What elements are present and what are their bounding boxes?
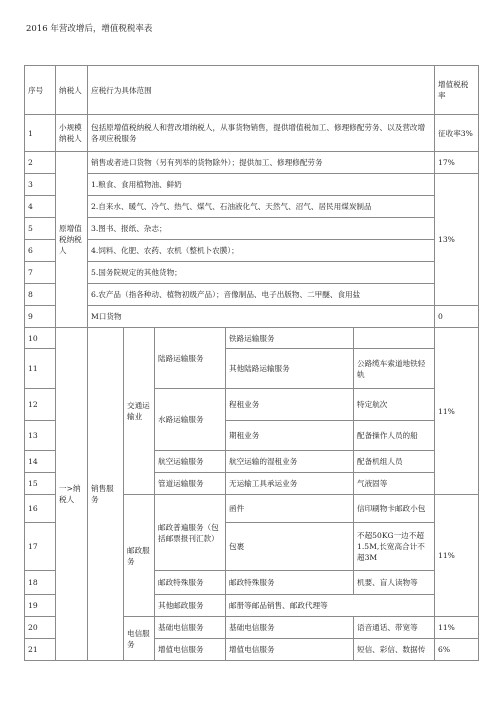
item-cell: 无运输工具承运业务: [226, 473, 354, 495]
scope-cell: 包括原增值税纳税人和营改增纳税人，从事货物销售，提供增值税加工、修理修配劳务、以及营改增各项应税服务: [88, 115, 435, 152]
scope-cell: 2.自来水、暖气、冷气、热气、煤气、石油液化气、天然气、沼气、居民用煤炭制品: [88, 196, 435, 218]
item-cell: 期租业务: [226, 421, 354, 451]
seq-cell: 16: [25, 495, 56, 523]
item-cell: 航空运输的湿租业务: [226, 451, 354, 473]
rate-cell-11: 11%: [435, 328, 479, 495]
header-rate: 增值税税率: [435, 66, 479, 115]
sales-service-cell: 销售服务: [88, 328, 124, 661]
seq-cell: 15: [25, 473, 56, 495]
telecom-basic-cell: 基础电信服务: [155, 617, 226, 639]
scope-cell: M口货物: [88, 306, 435, 328]
note-cell: 不超50KG一边不超1.5M,长宽高合计不超3M: [354, 523, 435, 571]
postal-general-cell: 邮政普遍服务（包括邮票报刊汇款）: [155, 495, 226, 571]
seq-cell: 19: [25, 595, 56, 617]
note-cell: [354, 328, 435, 349]
item-cell: 其他陆路运输服务: [226, 349, 354, 389]
seq-cell: 7: [25, 262, 56, 284]
item-cell: 函件: [226, 495, 354, 523]
table-row: [25, 174, 479, 196]
header-scope: 应税行为具体范围: [88, 66, 435, 115]
rate-cell-6: 6%: [435, 639, 479, 661]
header-taxpayer: 纳税人: [56, 66, 88, 115]
note-cell: 气液固等: [354, 473, 435, 495]
page-title: 2016 年营改增后，增值税税率表: [26, 24, 153, 34]
note-cell: 特定航次: [354, 389, 435, 421]
rate-cell: 0: [435, 306, 479, 328]
seq-cell: 10: [25, 328, 56, 349]
table-header-row: [25, 66, 479, 115]
seq-cell: 4: [25, 196, 56, 218]
note-cell: 机要、盲人读物等: [354, 571, 435, 595]
item-cell: 邮册等邮品销售、邮政代理等: [226, 595, 435, 617]
seq-cell: 21: [25, 639, 56, 661]
land-transport-cell: 陆路运输服务: [155, 328, 226, 389]
postal-cell: 邮政服务: [124, 495, 155, 617]
item-cell: 包裹: [226, 523, 354, 571]
seq-cell: 17: [25, 523, 56, 571]
table-row: [25, 262, 479, 284]
rate-cell: 17%: [435, 152, 479, 174]
telecom-cell: 电信服务: [124, 617, 155, 661]
seq-cell: 18: [25, 571, 56, 595]
telecom-value-added-cell: 增值电信服务: [155, 639, 226, 661]
note-cell: 信印刷物卡邮政小包: [354, 495, 435, 523]
seq-cell: 9: [25, 306, 56, 328]
seq-cell: 3: [25, 174, 56, 196]
rate-cell: 征收率3%: [435, 115, 479, 152]
postal-other-cell: 其他邮政服务: [155, 595, 226, 617]
rate-cell-11: 11%: [435, 617, 479, 639]
scope-cell: 6.农产品（指各种动、植物初级产品）；音像制品、电子出版物、二甲醚、食用盐: [88, 284, 435, 306]
scope-cell: 1.粮食、食用植物油、鲜奶: [88, 174, 435, 196]
table-row: [25, 240, 479, 262]
note-cell: 公路缆车索道地铁轻轨: [354, 349, 435, 389]
rate-cell-13: 13%: [435, 174, 479, 306]
postal-special-cell: 邮政特殊服务: [155, 571, 226, 595]
table-row: [25, 284, 479, 306]
seq-cell: 1: [25, 115, 56, 152]
table-row: [25, 152, 479, 174]
item-cell: 邮政特殊服务: [226, 571, 354, 595]
scope-cell: 3.图书、报纸、杂志；: [88, 218, 435, 240]
note-cell: 短信、彩信、数据传: [354, 639, 435, 661]
table-row: [25, 218, 479, 240]
seq-cell: 12: [25, 389, 56, 421]
scope-cell: 4.饲料、化肥、农药、农机（整机卜农膜）；: [88, 240, 435, 262]
seq-cell: 11: [25, 349, 56, 389]
note-cell: 语音通话、带宽等: [354, 617, 435, 639]
original-vat-taxpayer-cell: 原增值税纳税人: [56, 152, 88, 328]
seq-cell: 8: [25, 284, 56, 306]
item-cell: 程租业务: [226, 389, 354, 421]
to-taxpayer-cell: 一>纳税人: [56, 328, 88, 661]
tax-rate-table: [24, 65, 479, 661]
item-cell: 增值电信服务: [226, 639, 354, 661]
table-row: [25, 328, 479, 349]
water-transport-cell: 水路运输服务: [155, 389, 226, 451]
seq-cell: 13: [25, 421, 56, 451]
table-row: [25, 306, 479, 328]
note-cell: 配备操作人员的船: [354, 421, 435, 451]
seq-cell: 20: [25, 617, 56, 639]
seq-cell: 6: [25, 240, 56, 262]
small-taxpayer-cell: 小规模纳税人: [56, 115, 88, 152]
table-row: [25, 115, 479, 152]
air-transport-cell: 航空运输服务: [155, 451, 226, 473]
item-cell: 基础电信服务: [226, 617, 354, 639]
rate-cell-11: 11%: [435, 495, 479, 617]
seq-cell: 5: [25, 218, 56, 240]
pipeline-transport-cell: 管道运输服务: [155, 473, 226, 495]
scope-cell: 5.国务院规定的其他货物；: [88, 262, 435, 284]
item-cell: 铁路运输服务: [226, 328, 354, 349]
seq-cell: 14: [25, 451, 56, 473]
note-cell: 配备机组人员: [354, 451, 435, 473]
scope-cell: 销售或者进口货物（另有列举的货物除外）；提供加工、修理修配劳务: [88, 152, 435, 174]
table-row: [25, 196, 479, 218]
seq-cell: 2: [25, 152, 56, 174]
transport-cell: 交通运输业: [124, 328, 155, 495]
header-seq: 序号: [25, 66, 56, 115]
